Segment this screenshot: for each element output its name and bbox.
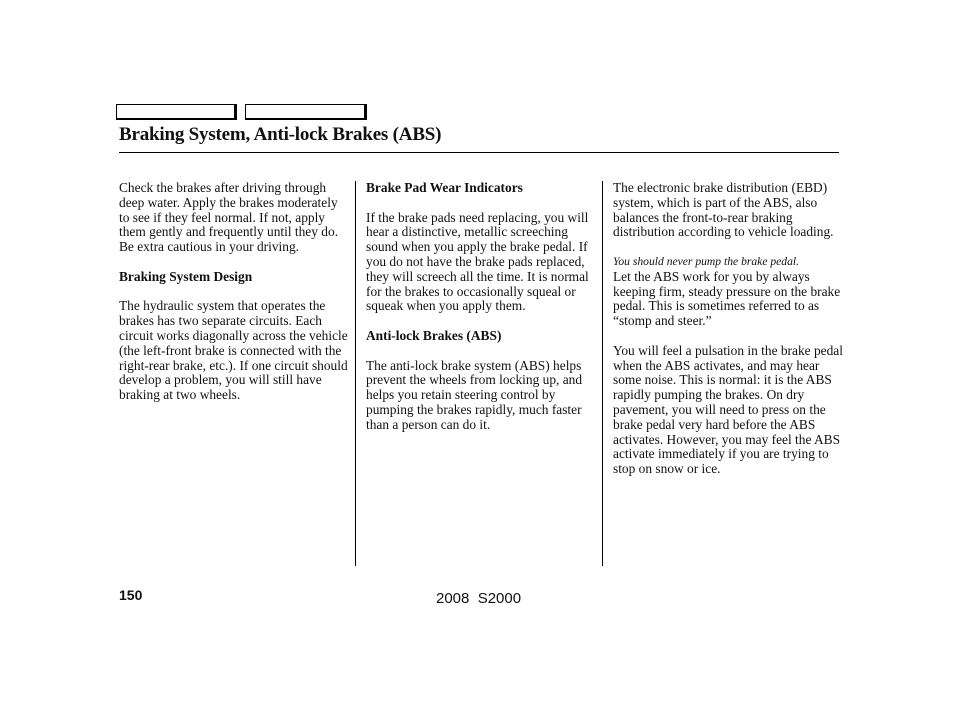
heading-brake-pad-wear-indicators: Brake Pad Wear Indicators: [366, 180, 523, 195]
main-menu-button[interactable]: [116, 104, 237, 120]
page-title: Braking System, Anti-lock Brakes (ABS): [119, 124, 442, 145]
italic-note-pump-pedal: You should never pump the brake pedal.: [613, 254, 800, 268]
index-button[interactable]: [245, 104, 367, 120]
footer-model: 2008 S2000: [436, 590, 522, 607]
paragraph-abs-pulsation: You will feel a pulsation in the brake pedal when the ABS activates, and may hear some noise. This is normal: it is the ABS rapidly pumping the brakes. On dry pavement, you will need to press on the brake pedal very hard before the ABS activates. However, you may feel the ABS activate immediately if you are trying to stop on snow or ice.: [613, 342, 843, 477]
paragraph-ebd-system: The electronic brake distribution (EBD) system, which is part of the ABS, also balances the front-to-rear braking distribution according to vehicle loading.: [613, 180, 834, 240]
heading-anti-lock-brakes: Anti-lock Brakes (ABS): [366, 327, 502, 343]
paragraph-deep-water: Check the brakes after driving through deep water. Apply the brakes moderately to see if they feel normal. If not, apply them gently and frequently until they do. Be extra cautious in your driving.: [119, 180, 339, 255]
column-3: [613, 181, 843, 477]
heading-braking-system-design: Braking System Design: [119, 268, 253, 284]
paragraph-stomp-and-steer: Let the ABS work for you by always keeping firm, steady pressure on the brake pedal. This is sometimes referred to as “stomp and steer.”: [613, 268, 841, 329]
column-1: [119, 181, 351, 403]
column-divider: [355, 181, 356, 566]
paragraph-braking-system-design: The hydraulic system that operates the brakes has two separate circuits. Each circuit works diagonally across the vehicle (the left-front brake is connected with the right-rear brake, etc.). If one circuit should develop a problem, you will still have braking at two wheels.: [119, 298, 348, 403]
paragraph-anti-lock-brakes: The anti-lock brake system (ABS) helps prevent the wheels from locking up, and helps you retain steering control by pumping the brakes rapidly, much faster than a person can do it.: [366, 357, 583, 432]
column-2: [366, 181, 598, 433]
column-divider: [602, 181, 603, 566]
page-number: 150: [119, 587, 143, 603]
title-divider: [119, 152, 839, 153]
paragraph-brake-pad-wear: If the brake pads need replacing, you will hear a distinctive, metallic screeching sound when you apply the brake pedal. If you do not have the brake pads replaced, they will screech all the time. It is normal for the brakes to occasionally squeal or squeak when you apply them.: [366, 209, 589, 314]
